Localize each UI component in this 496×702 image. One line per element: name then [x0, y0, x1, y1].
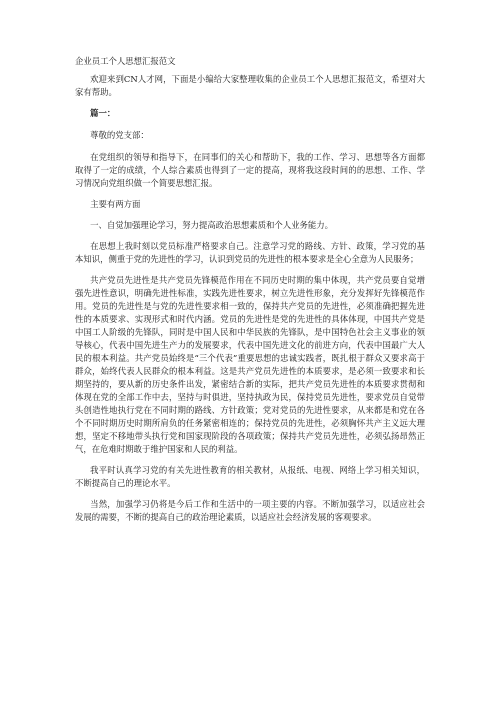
document-title: 企业员工个人思想汇报范文	[75, 56, 176, 66]
body-paragraph: 在党组织的领导和指导下，在同事们的关心和帮助下，我的工作、学习、思想等各方面都取得了一定的成绩，个人综合素质也得到了一定的提高，现将我这段时间的的思想、工作、学习情况向党组织做一个简要思想汇报。	[75, 152, 425, 188]
body-paragraph: 共产党员先进性是共产党员先锋模范作用在不同历史时期的集中体现，共产党员要自觉增强先进性意识，明确先进性标准，实践先进性要求，树立先进性形象，充分发挥好先锋模范作用。党员的先进性是与党的先进性要求相一致的，保持共产党员的先进性，必须准确把握先进性的本质要求、实现形式和时代内涵。党员的先进性是党的先进性的具体体现，中国共产党是中国工人阶级的先锋队，同时是中国人民和中华民族的先锋队，是中国特色社会主义事业的领导核心，代表中国先进生产力的发展要求，代表中国先进文化的前进方向，代表中国最广大人民的根本利益。共产党员始终是“三个代表”重要思想的忠诚实践者，既扎根于群众又要求高于群众，始终代表人民群众的根本利益。这是共产党员先进性的本质要求，是必须一致要求和长期坚持的，要从新的历史条件出发，紧密结合新的实际，把共产党员先进性的本质要求贯彻和体现在党的全部工作中去，坚持与时俱进，坚持执政为民，保持党员先进性，要求党员自觉带头创造性地执行党在不同时期的路线、方针政策；党对党员的先进性要求，从来都是和党在各个不同时期历史时期所肩负的任务紧密相连的；保持党员的先进性，必须胸怀共产主义远大理想，坚定不移地带头执行党和国家现阶段的各项政策；保持共产党员先进性，必须弘扬昂然正气，在危难时期敢于维护国家和人民的利益。	[75, 275, 425, 454]
section-heading: 篇一：	[90, 108, 116, 118]
document-body	[75, 55, 425, 532]
body-paragraph: 我平时认真学习党的有关先进性教育的相关教材，从报纸、电视、网络上学习相关知识，不断提高自己的理论水平。	[75, 465, 425, 488]
body-paragraph: 在思想上我时刻以党员标准严格要求自己。注意学习党的路线、方针、政策，学习党的基本知识，侧重于党的先进性的学习，认识到党员的先进性的根本要求是全心全意为人民服务；	[75, 241, 425, 264]
intro-paragraph: 欢迎来到CN人才网，下面是小编给大家整理收集的企业员工个人思想汇报范文，希望对大家有帮助。	[75, 74, 425, 97]
body-paragraph: 当然，加强学习仍将是今后工作和生活中的一项主要的内容。不断加强学习，以适应社会发展的需要，不断的提高自己的政治理论素质，以适应社会经济发展的客观要求。	[75, 499, 425, 522]
body-paragraph: 主要有两方面	[90, 199, 141, 209]
salutation: 尊敬的党支部：	[90, 130, 149, 140]
body-paragraph: 一、自觉加强理论学习，努力提高政治思想素质和个人业务能力。	[90, 220, 333, 230]
